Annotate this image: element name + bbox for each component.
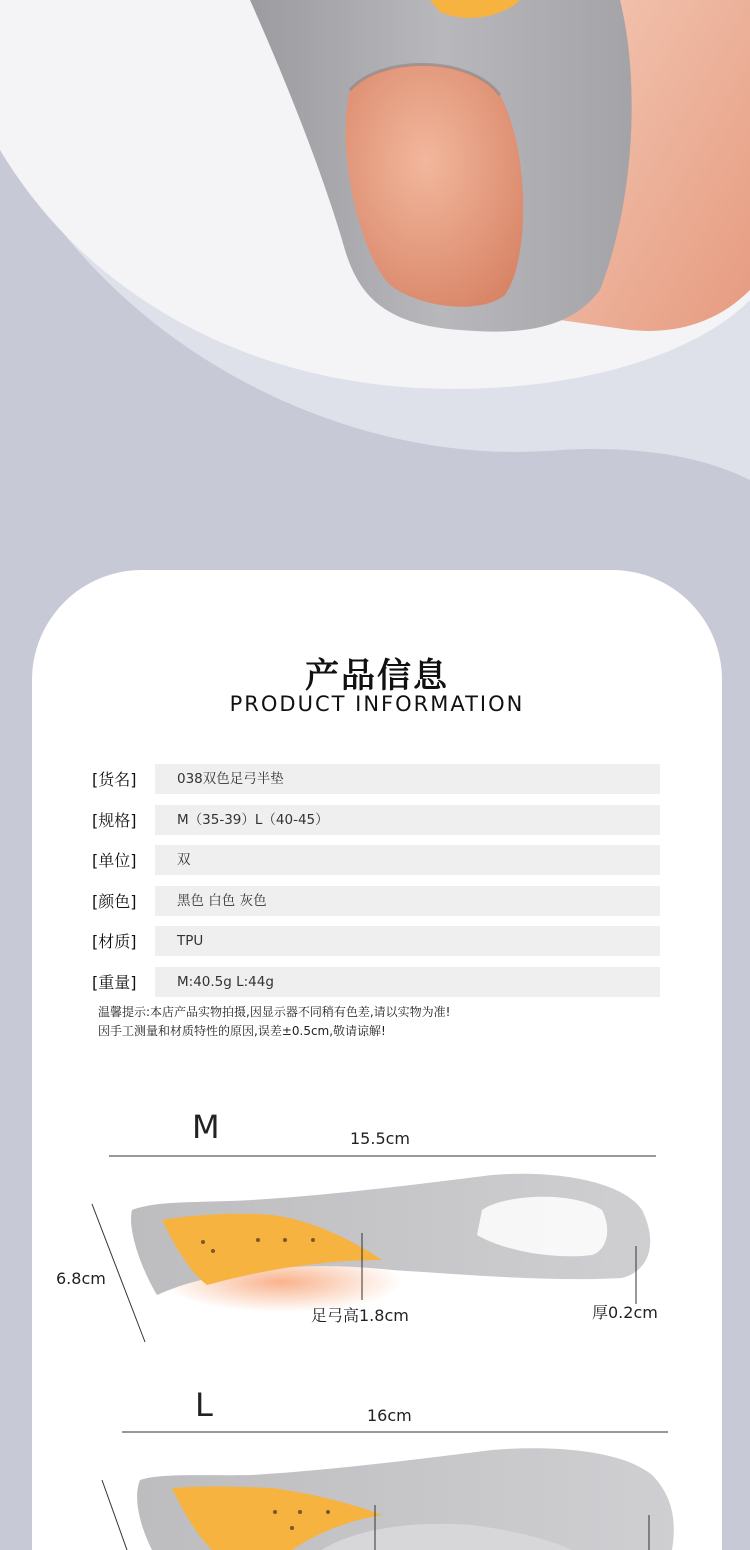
m-arch-label: 足弓高1.8cm (311, 1306, 409, 1325)
spec-value: TPU (155, 926, 660, 956)
notice-line: 因手工测量和材质特性的原因,误差±0.5cm,敬请谅解! (98, 1024, 386, 1038)
l-width-line (102, 1480, 127, 1550)
section-title: 产品信息 (305, 656, 449, 696)
hero-illustration (0, 0, 750, 560)
m-length-label: 15.5cm (350, 1129, 411, 1148)
spec-value: M（35-39）L（40-45） (155, 805, 660, 835)
notice-line: 温馨提示:本店产品实物拍摄,因显示器不同稍有色差,请以实物为准! (98, 1005, 451, 1019)
m-insole-image (131, 1174, 650, 1312)
spec-value: M:40.5g L:44g (155, 967, 660, 997)
spec-label: [规格] (92, 810, 137, 830)
m-thickness-label: 厚0.2cm (592, 1303, 658, 1322)
spec-label: [货名] (92, 770, 137, 789)
section-subtitle: PRODUCT INFORMATION (229, 692, 525, 716)
m-width-label: 6.8cm (56, 1269, 106, 1288)
spec-label: [单位] (92, 851, 137, 871)
spec-value: 黑色 白色 灰色 (155, 886, 660, 916)
spec-label: [材质] (92, 932, 137, 952)
spec-value: 038双色足弓半垫 (155, 764, 660, 794)
spec-label: [重量] (92, 972, 137, 992)
hero-product-image (0, 0, 750, 560)
spec-label: [颜色] (92, 891, 137, 911)
l-size-label: L (195, 1386, 213, 1424)
m-size-label: M (192, 1108, 220, 1146)
size-diagram (32, 570, 722, 1550)
product-info-card (32, 570, 722, 1550)
l-length-label: 16cm (367, 1406, 412, 1425)
spec-value: 双 (155, 845, 660, 875)
l-insole-image (137, 1448, 674, 1550)
